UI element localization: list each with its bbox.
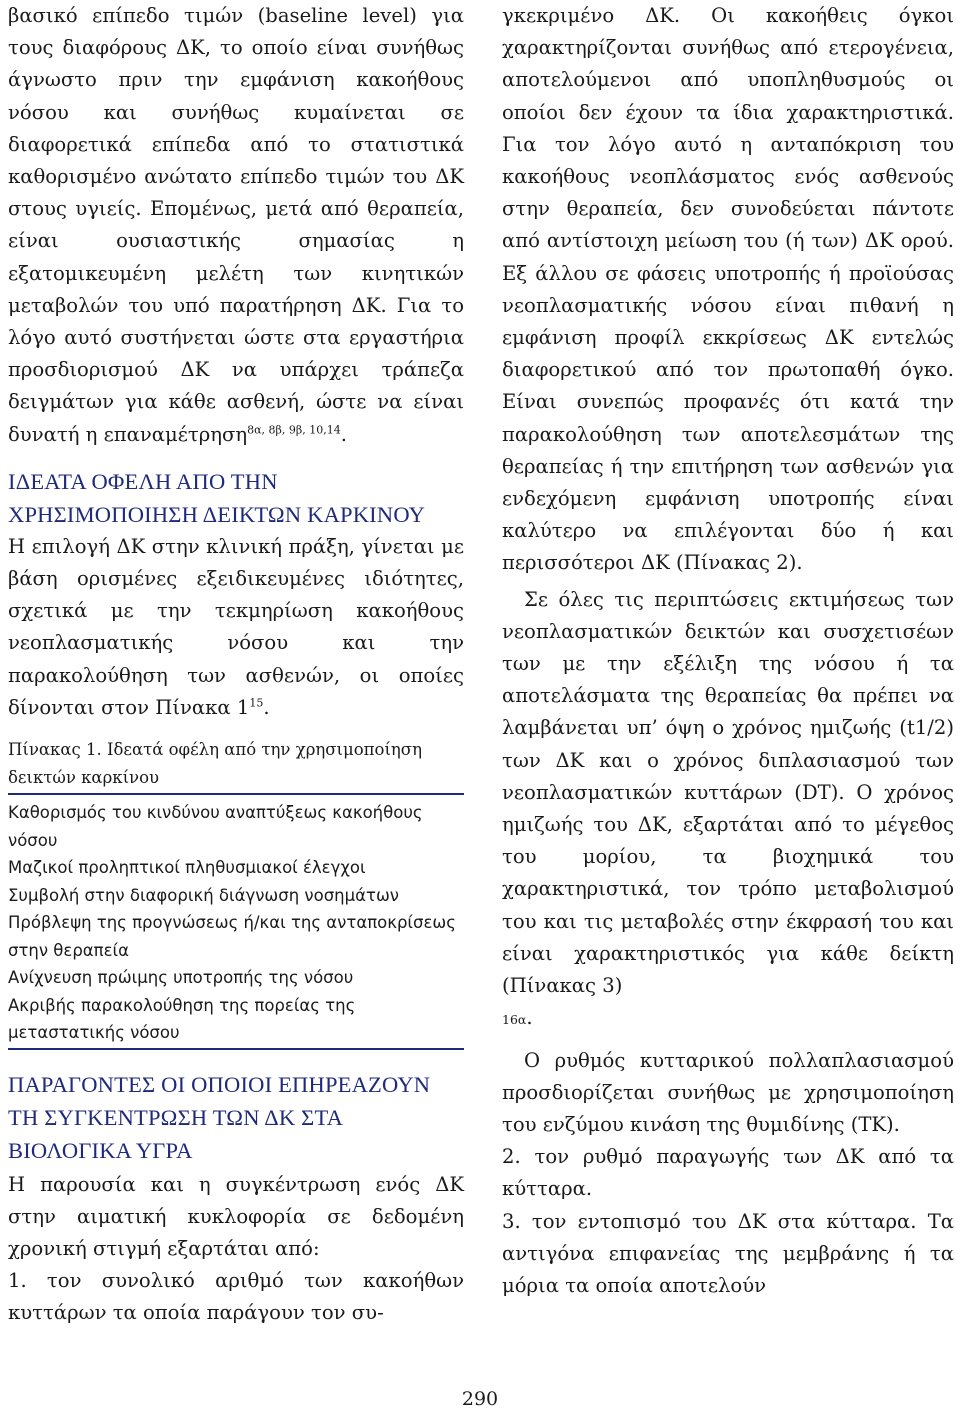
right-paragraph-2 — [502, 584, 954, 1035]
table-row: Μαζικοί προληπτικοί πληθυσμιακοί έλεγχοι — [8, 858, 366, 878]
left-paragraph-2-text: Η επιλογή ΔΚ στην κλινική πράξη, γίνεται με βάση ορισμένες εξειδικευμένες ιδιότητες, σχετικά με την τεκμηρίωση κακοήθους νεοπλασματικής νόσου και την παρακολούθηση των ασθενών, οι οποίες δίνονται στον Πίνακα 1 — [8, 534, 464, 719]
right-paragraph-1: γκεκριμένο ΔΚ. Οι κακοήθεις όγκοι χαρακτηρίζονται συνήθως από ετερογένεια, αποτελούμενοι από υποπληθυσμούς οι οποίοι δεν έχουν τα ίδια χαρακτηριστικά. Για τον λόγο αυτό η ανταπόκριση του κακοήθους νεοπλάσματος ενός ασθενούς στην θεραπεία, δεν συνοδεύεται πάντοτε από αντίστοιχη μείωση του (ή των) ΔΚ ορού. Εξ άλλου σε φάσεις υποτροπής ή προϊούσας νεοπλασματικής νόσου είναι πιθανή η εμφάνιση προφίλ εκκρίσεως ΔΚ εντελώς διαφορετικού από τον πρωτοπαθή όγκο. Είναι συνεπώς προφανές ότι κατά την παρακολούθηση των αποτελεσμάτων της θεραπείας ή την επιτήρηση των ασθενών για ενδεχόμενη εμφάνιση υποτροπής είναι καλύτερο να επιλέγονται δύο ή και περισσότεροι ΔΚ (Πίνακας 2). — [502, 4, 954, 575]
table-row: Συμβολή στην διαφορική διάγνωση νοσημάτων — [8, 885, 399, 905]
left-paragraph-2 — [8, 531, 464, 724]
left-paragraph-1-text: βασικό επίπεδο τιμών (baseline level) για τους διαφόρους ΔΚ, το οποίο είναι συνήθως άγνωστο πριν την εμφάνιση κακοήθους νόσου και συνήθως κυμαίνεται σε διαφορετικά επίπεδα από το στατιστικά καθορισμένο ανώτατο επίπεδο τιμών του ΔΚ στους υγιείς. Επομένως, μετά από θεραπεία, είναι ουσιαστικής σημασίας η εξατομικευμένη μελέτη των κινητικών μεταβολών του υπό παρατήρηση ΔΚ. Για το λόγο αυτό συστήνεται ώστε στα εργαστήρια προσδιορισμού ΔΚ να υπάρχει τράπεζα δειγμάτων για κάθε ασθενή, ώστε να είναι δυνατή η επαναμέτρηση — [8, 4, 464, 446]
right-paragraph-2-end: . — [526, 1006, 533, 1030]
page-number: 290 — [461, 1388, 499, 1410]
right-paragraph-4: 2. τον ρυθμό παραγωγής των ΔΚ από τα κύτταρα. — [502, 1145, 954, 1201]
right-column — [502, 0, 954, 1302]
left-paragraph-4: 1. τον συνολικό αριθμό των κακοήθων κυττάρων τα οποία παράγουν τον συ- — [8, 1269, 464, 1325]
left-paragraph-2-end: . — [263, 695, 270, 719]
table-1 — [8, 793, 464, 1050]
right-paragraph-2-text: Σε όλες τις περιπτώσεις εκτιμήσεως των νεοπλασματικών δεικτών και συσχετισέων των με την εξέλιξη της νόσου ή τα αποτελάσματα της θεραπείας θα πρέπει να λαμβάνεται υπ’ όψη ο χρόνος ημιζωής (t1/2) των ΔΚ και ο χρόνος διπλασιασμού των νεοπλασματικών κυττάρων (DT). Ο χρόνος ημιζωής του ΔΚ, εξαρτάται από το μέγεθος του μορίου, τα βιοχημικά του χαρακτηριστικά, τον τρόπο μεταβολισμού του και τις μεταβολές στην έκφρασή του και είναι χαρακτηριστικός για κάθε δείκτη (Πίνακας 3) — [502, 587, 954, 998]
left-paragraph-1 — [8, 0, 464, 451]
table-row: Καθορισμός του κινδύνου αναπτύξεως κακοήθους νόσου — [8, 803, 423, 850]
left-paragraph-3: Η παρουσία και η συγκέντρωση ενός ΔΚ στην αιματική κυκλοφορία σε δεδομένη χρονική στιγμή εξαρτάται από: — [8, 1172, 464, 1260]
table-row: Ακριβής παρακολούθηση της πορείας της μεταστατικής νόσου — [8, 995, 356, 1043]
table-row: Πρόβλεψη της προγνώσεως ή/και της ανταποκρίσεως στην θεραπεία — [8, 913, 456, 960]
table-1-caption: Πίνακας 1. Ιδεατά οφέλη από την χρησιμοποίηση δεικτών καρκίνου — [8, 740, 422, 787]
right-paragraph-5: 3. τον εντοπισμό του ΔΚ στα κύτταρα. Τα αντιγόνα επιφανείας της μεμβράνης ή τα μόρια τα οποία αποτελούν — [502, 1209, 954, 1297]
section-heading-factors: ΠΑΡΑΓΟΝΤΕΣ ΟΙ ΟΠΟΙΟΙ ΕΠΗΡΕΑΖΟΥΝ ΤΗ ΣΥΓΚΕΝΤΡΩΣΗ ΤΩΝ ΔΚ ΣΤΑ ΒΙΟΛΟΓΙΚΑ ΥΓΡΑ — [8, 1071, 431, 1163]
left-column — [8, 0, 464, 1330]
section-heading-benefits: ΙΔΕΑΤΑ ΟΦΕΛΗ ΑΠΟ ΤΗΝ ΧΡΗΣΙΜΟΠΟΙΗΣΗ ΔΕΙΚΤΩΝ ΚΑΡΚΙΝΟΥ — [8, 468, 426, 527]
citation-superscript: 8α, 8β, 9β, 10,14 — [247, 423, 341, 437]
left-paragraph-1-end: . — [340, 422, 347, 446]
right-paragraph-3: Ο ρυθμός κυτταρικού πολλαπλασιασμού προσδιορίζεται συνήθως με χρησιμοποίηση του ενζύμου κινάση της θυμιδίνης (ΤΚ). — [502, 1048, 954, 1136]
citation-reference: 16α — [502, 1012, 527, 1028]
citation-superscript: 15 — [249, 696, 264, 710]
table-row: Ανίχνευση πρώιμης υποτροπής της νόσου — [8, 968, 354, 988]
